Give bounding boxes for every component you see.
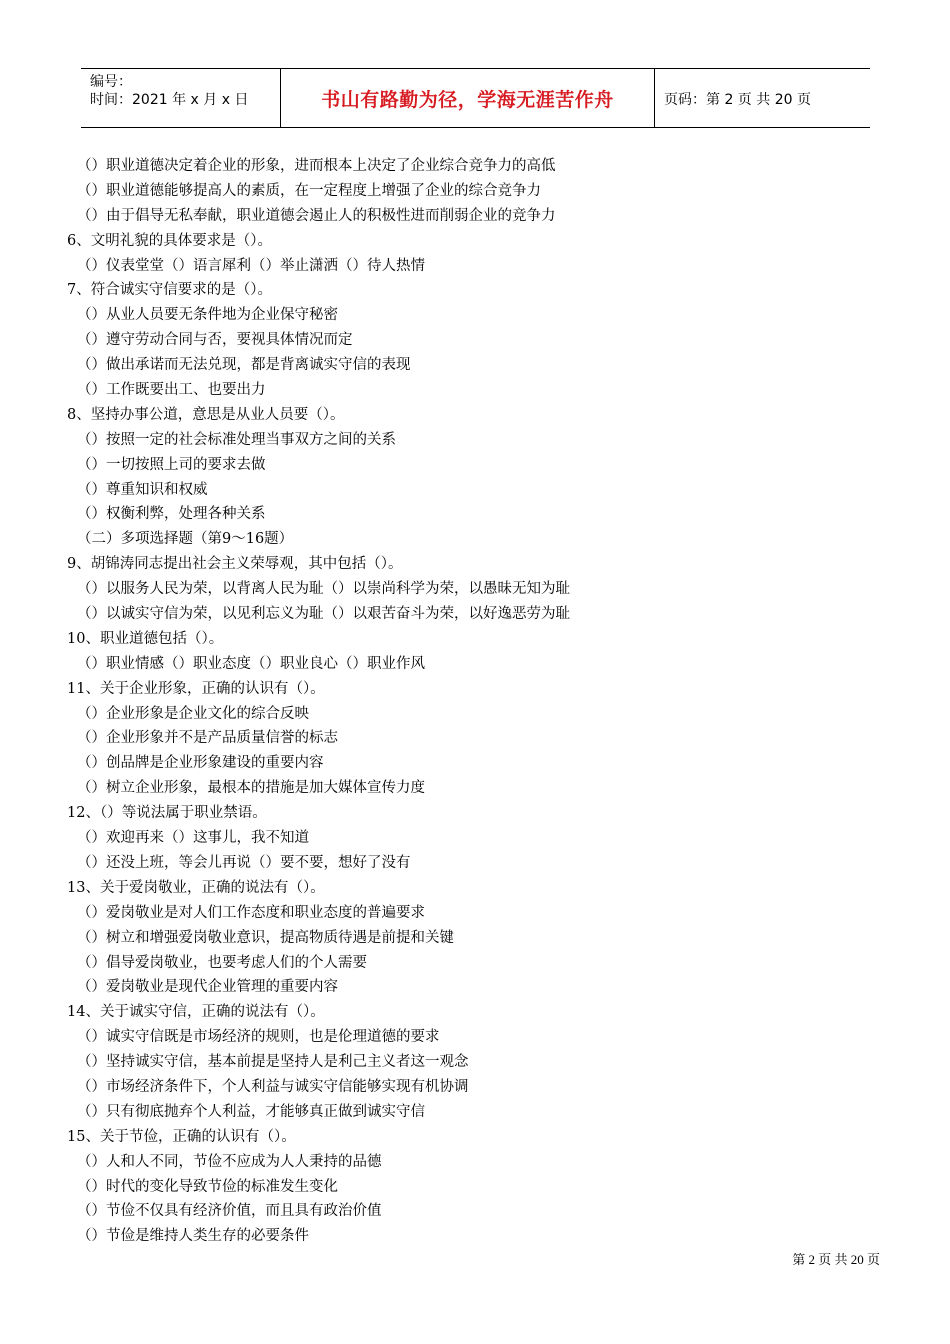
option-line: （）节俭是维持人类生存的必要条件 bbox=[77, 1228, 309, 1245]
option-line: （）人和人不同，节俭不应成为人人秉持的品德 bbox=[77, 1153, 382, 1170]
option-line: （）仪表堂堂（）语言犀利（）举止潇洒（）待人热情 bbox=[77, 257, 425, 274]
option-line: （）职业道德能够提高人的素质，在一定程度上增强了企业的综合竞争力 bbox=[77, 182, 541, 199]
page-footer: 第 2 页 共 20 页 bbox=[792, 1252, 880, 1267]
question-line: 10、职业道德包括（）。 bbox=[67, 630, 224, 647]
question-line: 12、（）等说法属于职业禁语。 bbox=[67, 805, 267, 822]
document-date-label: 时间：2021 年 x 月 x 日 bbox=[90, 92, 249, 108]
option-line: （）职业道德决定着企业的形象，进而根本上决定了企业综合竞争力的高低 bbox=[77, 158, 556, 174]
option-line: （）以服务人民为荣，以背离人民为耻（）以崇尚科学为荣，以愚昧无知为耻 bbox=[77, 581, 570, 598]
question-line: 7、符合诚实守信要求的是（）。 bbox=[67, 282, 272, 299]
option-line: （）爱岗敬业是现代企业管理的重要内容 bbox=[77, 979, 338, 996]
option-line: （）倡导爱岗敬业，也要考虑人们的个人需要 bbox=[77, 954, 367, 971]
option-line: （）节俭不仅具有经济价值，而且具有政治价值 bbox=[77, 1203, 382, 1220]
question-line: 14、关于诚实守信，正确的说法有（）。 bbox=[67, 1004, 325, 1021]
option-line: （）一切按照上司的要求去做 bbox=[77, 456, 266, 473]
header-page-number: 页码：第 2 页 共 20 页 bbox=[664, 91, 811, 108]
header-motto-cell bbox=[281, 69, 655, 128]
option-line: （）爱岗敬业是对人们工作态度和职业态度的普遍要求 bbox=[77, 904, 425, 921]
header-page-cell bbox=[655, 69, 870, 128]
question-line: 15、关于节俭，正确的认识有（）。 bbox=[67, 1128, 296, 1145]
question-line: 6、文明礼貌的具体要求是（）。 bbox=[67, 232, 272, 249]
header-motto: 书山有路勤为径，学海无涯苦作舟 bbox=[321, 89, 614, 111]
option-line: （二）多项选择题（第9～16题） bbox=[77, 531, 294, 548]
option-line: （）只有彻底抛弃个人利益，才能够真正做到诚实守信 bbox=[77, 1103, 425, 1120]
document-number-label: 编号： bbox=[90, 74, 132, 90]
option-line: （）尊重知识和权威 bbox=[77, 481, 208, 498]
option-line: （）欢迎再来（）这事儿，我不知道 bbox=[77, 830, 309, 847]
option-line: （）职业情感（）职业态度（）职业良心（）职业作风 bbox=[77, 655, 425, 672]
option-line: （）工作既要出工、也要出力 bbox=[77, 382, 266, 399]
option-line: （）坚持诚实守信，基本前提是坚持人是利己主义者这一观念 bbox=[77, 1054, 469, 1071]
option-line: （）以诚实守信为荣，以见利忘义为耻（）以艰苦奋斗为荣，以好逸恶劳为耻 bbox=[77, 606, 570, 623]
option-line: （）诚实守信既是市场经济的规则，也是伦理道德的要求 bbox=[77, 1029, 440, 1046]
option-line: （）按照一定的社会标准处理当事双方之间的关系 bbox=[77, 431, 396, 448]
question-line: 9、胡锦涛同志提出社会主义荣辱观，其中包括（）。 bbox=[67, 556, 403, 573]
option-line: （）企业形象是企业文化的综合反映 bbox=[77, 705, 309, 722]
header-info-cell bbox=[81, 69, 281, 128]
option-line: （）树立企业形象，最根本的措施是加大媒体宣传力度 bbox=[77, 780, 425, 797]
option-line: （）树立和增强爱岗敬业意识，提高物质待遇是前提和关键 bbox=[77, 929, 454, 946]
option-line: （）由于倡导无私奉献，职业道德会遏止人的积极性进而削弱企业的竞争力 bbox=[77, 207, 556, 224]
option-line: （）企业形象并不是产品质量信誉的标志 bbox=[77, 730, 338, 747]
question-line: 8、坚持办事公道，意思是从业人员要（）。 bbox=[67, 406, 345, 423]
option-line: （）从业人员要无条件地为企业保守秘密 bbox=[77, 307, 338, 324]
option-line: （）时代的变化导致节俭的标准发生变化 bbox=[77, 1178, 338, 1195]
question-line: 11、关于企业形象，正确的认识有（）。 bbox=[67, 680, 325, 697]
option-line: （）做出承诺而无法兑现，都是背离诚实守信的表现 bbox=[77, 357, 411, 374]
question-line: 13、关于爱岗敬业，正确的说法有（）。 bbox=[67, 879, 325, 896]
option-line: （）市场经济条件下，个人利益与诚实守信能够实现有机协调 bbox=[77, 1078, 469, 1095]
option-line: （）遵守劳动合同与否，要视具体情况而定 bbox=[77, 332, 353, 349]
option-line: （）还没上班，等会儿再说（）要不要，想好了没有 bbox=[77, 854, 411, 871]
option-line: （）权衡利弊，处理各种关系 bbox=[77, 506, 266, 523]
document-body bbox=[67, 154, 887, 1249]
option-line: （）创品牌是企业形象建设的重要内容 bbox=[77, 755, 324, 772]
page-header bbox=[81, 68, 870, 128]
